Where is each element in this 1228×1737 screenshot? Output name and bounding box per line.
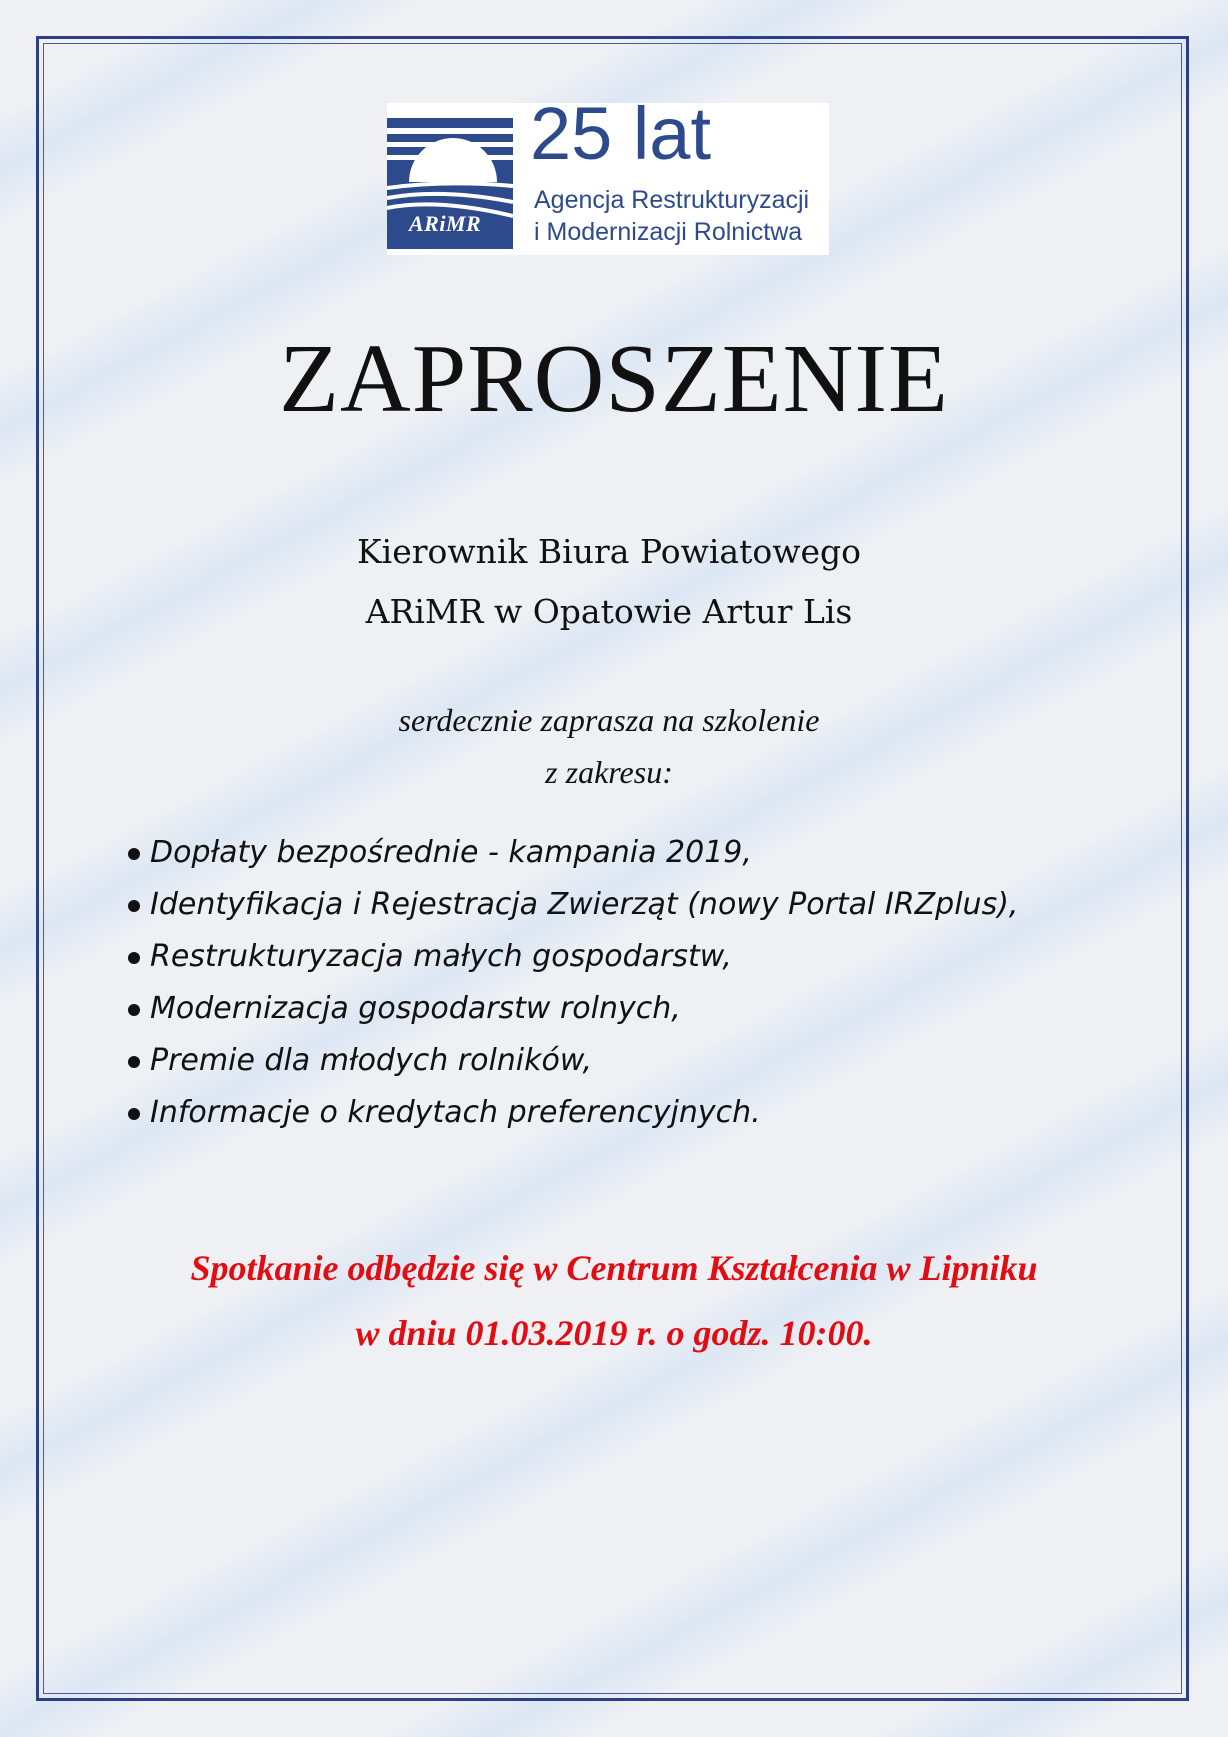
invite-line-1: serdecznie zaprasza na szkolenie xyxy=(398,702,820,738)
host-line-2: ARiMR w Opatowie Artur Lis xyxy=(365,592,853,631)
list-item xyxy=(128,930,1018,982)
topic-text: Identyfikacja i Rejestracja Zwierząt (nowy Portal IRZplus), xyxy=(150,886,1019,922)
emblem-label: ARiMR xyxy=(409,211,482,236)
list-item xyxy=(128,1086,1018,1138)
host-line-1: Kierownik Biura Powiatowego xyxy=(356,532,862,571)
topic-text: Informacje o kredytach preferencyjnych. xyxy=(150,1094,761,1130)
logo-name-line-2: i Modernizacji Rolnictwa xyxy=(534,218,803,246)
topic-text: Premie dla młodych rolników, xyxy=(150,1042,593,1078)
bullet-icon xyxy=(128,1108,140,1120)
topic-text: Dopłaty bezpośrednie - kampania 2019, xyxy=(150,834,752,870)
list-item xyxy=(128,878,1018,930)
topic-text: Restrukturyzacja małych gospodarstw, xyxy=(150,938,732,974)
list-item xyxy=(128,1034,1018,1086)
list-item xyxy=(128,826,1018,878)
logo-anniversary: 25 lat xyxy=(530,92,712,175)
meeting-location: Spotkanie odbędzie się w Centrum Kształcenia w Lipniku xyxy=(190,1248,1038,1288)
list-item xyxy=(128,982,1018,1034)
bullet-icon xyxy=(128,900,140,912)
page-title: ZAPROSZENIE xyxy=(279,325,949,433)
meeting-datetime: w dniu 01.03.2019 r. o godz. 10:00. xyxy=(355,1313,873,1353)
invite-line-2: z zakresu: xyxy=(545,754,673,790)
logo-name-line-1: Agencja Restrukturyzacji xyxy=(534,186,810,214)
bullet-icon xyxy=(128,952,140,964)
bullet-icon xyxy=(128,1056,140,1068)
bullet-icon xyxy=(128,848,140,860)
topic-text: Modernizacja gospodarstw rolnych, xyxy=(150,990,681,1026)
arimr-logo xyxy=(387,92,829,255)
topic-list xyxy=(128,826,1018,1138)
bullet-icon xyxy=(128,1004,140,1016)
